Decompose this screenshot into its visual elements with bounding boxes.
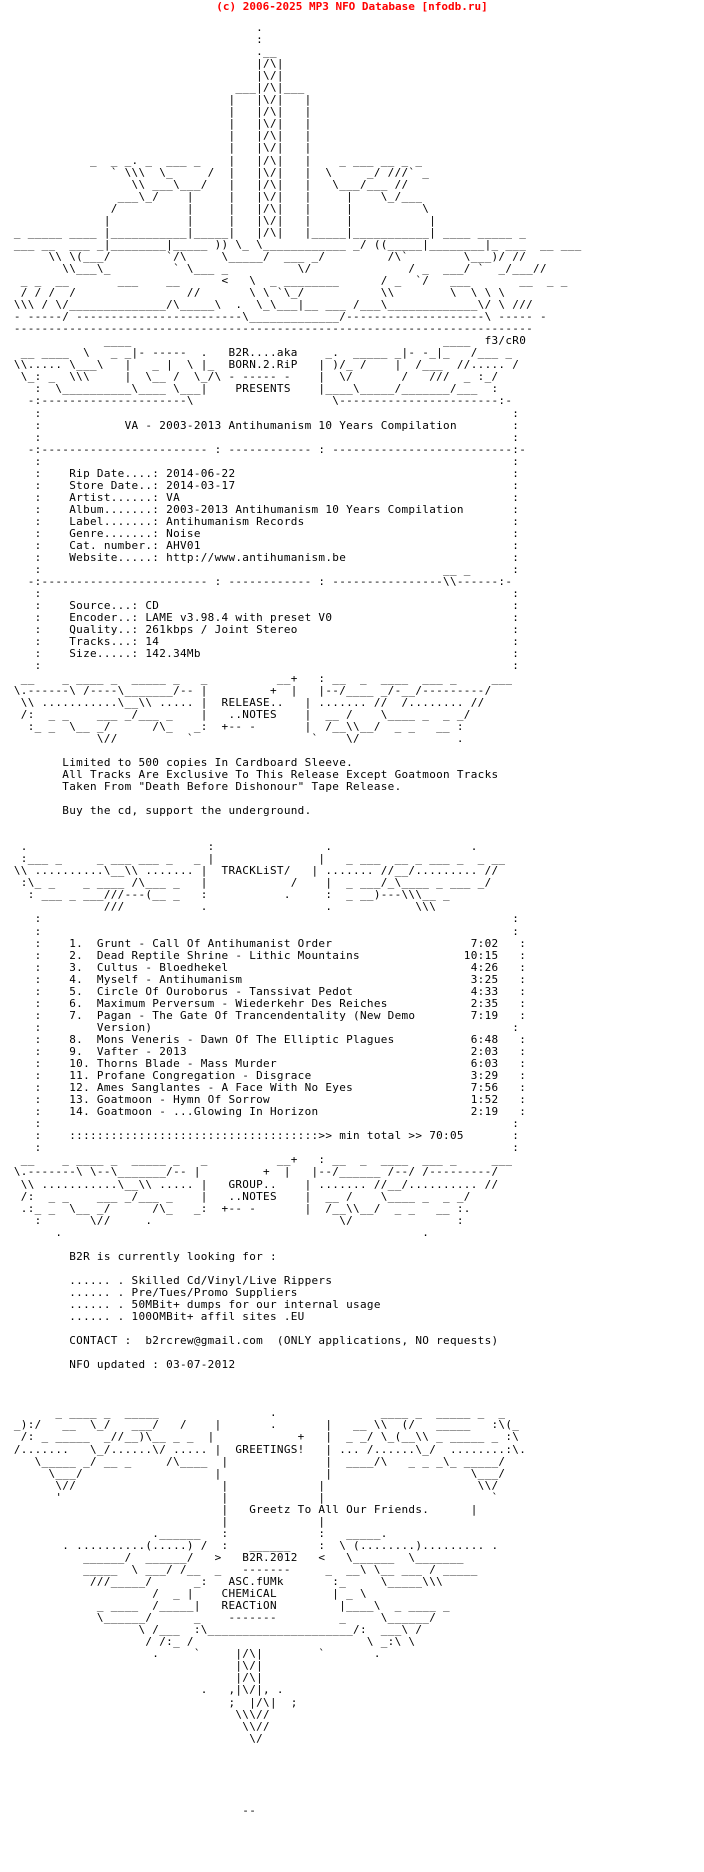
nfo-line: / _ | CHEMiCAL | _ \ bbox=[0, 1587, 367, 1601]
nfo-line: _ _ __ ___ __ < \ _ ________ / _ `/ ___ __ _ _ bbox=[0, 273, 568, 287]
nfo-line: : Album.......: 2003-2013 Antihumanism 10 Years Compilation : bbox=[0, 502, 520, 516]
nfo-line: ; |/\| ; bbox=[0, 1695, 298, 1709]
nfo-line: . ,|\/|, . bbox=[0, 1683, 284, 1697]
nfo-line: : Artist......: VA : bbox=[0, 490, 520, 504]
nfo-line: \\ ___\___/ | |/\| | \___/___ // bbox=[0, 177, 409, 191]
nfo-line: |/\| bbox=[0, 1671, 264, 1685]
nfo-line: \___/ | | \___/ bbox=[0, 1466, 506, 1480]
nfo-line: .__ bbox=[0, 45, 277, 59]
nfo-line: | |\/| | bbox=[0, 93, 312, 107]
nfo-line: : ::::::::::::::::::::::::::::::::::::>> min total >> 70:05 : bbox=[0, 1129, 520, 1143]
nfo-line: __ ____ \ _ _|- ----- . B2R....aka _. _____ _|- -_|_ /___ _ bbox=[0, 346, 513, 360]
nfo-line: | | bbox=[0, 1514, 326, 1528]
nfo-line: : 9. Vafter - 2013 2:03 : bbox=[0, 1044, 527, 1058]
nfo-line: \_____ _/ __ _ /\____ | | ____/\ _ _ _\_ _____/ bbox=[0, 1454, 506, 1468]
nfo-line: .______ : : _____. bbox=[0, 1526, 388, 1540]
nfo-line: \_: _ \\\ | \__ / \_/\ - ----- - | \/ / /// _ :_/ bbox=[0, 370, 499, 384]
nfo-line: -:------------------------ : ------------ : ----------------\\------:- bbox=[0, 575, 513, 589]
nfo-line: : VA - 2003-2013 Antihumanism 10 Years Compilation : bbox=[0, 418, 520, 432]
nfo-line: | | | |\/| | | | bbox=[0, 213, 437, 227]
nfo-line: : Label.......: Antihumanism Records : bbox=[0, 514, 520, 528]
nfo-line: Limited to 500 copies In Cardboard Sleeve. bbox=[0, 755, 354, 769]
nfo-line: : : bbox=[0, 1117, 520, 1131]
nfo-line: : : bbox=[0, 587, 520, 601]
nfo-line: _____ \ ___/ /__ _ ------- _ __\ \__ ___ / _____ bbox=[0, 1563, 478, 1576]
nfo-line: \\// bbox=[0, 1719, 270, 1733]
nfo-line: |\/| bbox=[0, 1659, 264, 1673]
nfo-line: --------------------------------------------------------------------------- bbox=[0, 322, 534, 336]
nfo-line: Buy the cd, support the underground. bbox=[0, 804, 312, 818]
nfo-line: : 2. Dead Reptile Shrine - Lithic Mountains 10:15 : bbox=[0, 948, 527, 962]
nfo-line: : : bbox=[0, 406, 520, 420]
nfo-line: : Source...: CD : bbox=[0, 599, 520, 613]
nfo-line: : : bbox=[0, 912, 520, 926]
nfo-line: : 3. Cultus - Bloedhekel 4:26 : bbox=[0, 960, 527, 974]
nfo-line: :___ _ _ ___ ___ _ _ | | _ ___ __ _ ___ _ _ __ bbox=[0, 852, 506, 866]
nfo-line: \\ ...........\__\\ ..... | GROUP.. | ....... //__/.......... // bbox=[0, 1177, 499, 1191]
nfo-line: All Tracks Are Exclusive To This Release Except Goatmoon Tracks bbox=[0, 767, 499, 781]
nfo-line: : __ _ : bbox=[0, 563, 520, 577]
nfo-line: ///_____/ _: ASC.fUMk :_ \_____\\\ bbox=[0, 1575, 444, 1589]
nfo-line: _):/ __ \_/ ___/ / | . | __ \\ (/ _____ :\(_ bbox=[0, 1418, 520, 1432]
nfo-line: \ /___ :\_____________________/: ___\ / bbox=[0, 1623, 423, 1637]
nfo-line: : Tracks...: 14 : bbox=[0, 635, 520, 649]
nfo-line: : Encoder..: LAME v3.98.4 with preset V0 : bbox=[0, 611, 520, 625]
nfo-line: : 13. Goatmoon - Hymn Of Sorrow 1:52 : bbox=[0, 1093, 527, 1107]
nfo-line: \\ \(___/ `/\ \_____/ ___ _/ /\` \___)/ // bbox=[0, 249, 527, 263]
nfo-line: : 6. Maximum Perversum - Wiederkehr Des Reiches 2:35 : bbox=[0, 996, 527, 1010]
nfo-line: | Greetz To All Our Friends. | bbox=[0, 1502, 478, 1516]
nfo-line: -:------------------------ : ------------ : --------------------------:- bbox=[0, 442, 527, 456]
nfo-line: /: _ _ ___ _/___ _ | ..NOTES | __ / \____ _ _ _/ bbox=[0, 1189, 471, 1203]
nfo-line: : \// . \/ : bbox=[0, 1213, 464, 1227]
nfo-line: ...... . Skilled Cd/Vinyl/Live Rippers bbox=[0, 1273, 333, 1287]
nfo-line: \\..... \___\ | _ | \ |_ BORN.2.RiP | )/_ / | /___ //..... / bbox=[0, 358, 520, 372]
nfo-line: : \__________\____ \___| PRESENTS |____\_____/_______/___ : bbox=[0, 382, 499, 396]
nfo-line: \.-------\ \--\_______/-- | + | |--/______ /--/ /---------/ bbox=[0, 1165, 499, 1179]
nfo-line: _ _ _. _ ___ _ | |/\| | _ ___ __ _ _ bbox=[0, 153, 423, 167]
nfo-line: : bbox=[0, 33, 264, 47]
nfo-line: \______/ _ ------- _ \______/ bbox=[0, 1611, 437, 1625]
nfo-line: \\\// bbox=[0, 1707, 270, 1721]
nfo-line: __ _ ____ _ _____ _ _ __+ : __ _ ____ ___ _ ___ bbox=[0, 1153, 513, 1167]
nfo-line: : Genre.......: Noise : bbox=[0, 526, 520, 540]
nfo-line: |\/| bbox=[0, 69, 284, 83]
nfo-line: \.------\ /----\_______/-- | + | |--/____ _/-__/---------/ bbox=[0, 683, 492, 697]
nfo-line: ___ __ ___ _|________|_____ )) \_ \____________ _/ ((_____|________|_ ___ __ ___ bbox=[0, 237, 582, 251]
nfo-line: : 10. Thorns Blade - Mass Murder 6:03 : bbox=[0, 1057, 527, 1071]
nfo-line: \\\ / \/______________/\_____\ . \_\___|__ ___ /___\_____________\/ \ /// bbox=[0, 298, 534, 312]
nfo-line: | |\/| | bbox=[0, 141, 312, 155]
nfo-line: \\ ...........\__\\ ..... | RELEASE.. | ....... // /........ // bbox=[0, 695, 485, 709]
nfo-line: : 12. Ames Sanglantes - A Face With No Eyes 7:56 : bbox=[0, 1081, 527, 1095]
nfo-line: : 5. Circle Of Ouroborus - Tanssivat Pedot 4:33 : bbox=[0, 984, 527, 998]
nfo-line: : Store Date..: 2014-03-17 : bbox=[0, 478, 520, 492]
nfo-line: : 1. Grunt - Call Of Antihumanist Order 7:02 : bbox=[0, 936, 527, 950]
nfo-line: \\___\_ ` \___ _ \/ / _ ___/ ` _/___// bbox=[0, 261, 547, 275]
nfo-line: : Cat. number.: AHV01 : bbox=[0, 539, 520, 553]
nfo-line: : Rip Date....: 2014-06-22 : bbox=[0, 466, 520, 480]
nfo-line: | |\/| | bbox=[0, 117, 312, 131]
nfo-line: /: _ _ ___ _/___ _ | ..NOTES | __ / \____ _ _ _/ bbox=[0, 707, 471, 721]
nfo-line: . ..........(.....) / : ______ : \ (........)......... . bbox=[0, 1538, 499, 1552]
nfo-line: Taken From "Death Before Dishonour" Tape Release. bbox=[0, 779, 402, 793]
nfo-line: : 11. Profane Congregation - Disgrace 3:29 : bbox=[0, 1069, 527, 1083]
nfo-line: : : bbox=[0, 454, 520, 468]
nfo-line: :\_ _ _ ____ /\___ _ | / | _ ___/_\____ _ ___ _/ bbox=[0, 876, 492, 890]
nfo-line: \// | | \\/ bbox=[0, 1478, 499, 1492]
nfo-line: : ___ _ ___///---(__ _ : . : _ __)---\\\__ _ bbox=[0, 888, 450, 902]
nfo-line: :_ _ \__ _/ /\_ _: +-- - | /__\\__/ _ _ __ : bbox=[0, 719, 464, 733]
nfo-line: : 14. Goatmoon - ...Glowing In Horizon 2:19 : bbox=[0, 1105, 527, 1119]
nfo-line: : Website.....: http://www.antihumanism.be : bbox=[0, 551, 520, 565]
nfo-line: : Version) : bbox=[0, 1020, 520, 1034]
nfo-line: : : bbox=[0, 430, 520, 444]
nfo-line: .:_ _ \__ _/ /\_ _: +-- - | /__\\__/ _ _ __ :. bbox=[0, 1201, 471, 1215]
nfo-line: ...... . Pre/Tues/Promo Suppliers bbox=[0, 1285, 298, 1299]
nfo-line: / / / / // \ \ `\_/ \\ \ \ \ \ bbox=[0, 286, 506, 300]
site-header: (c) 2006-2025 MP3 NFO Database [nfodb.ru] bbox=[216, 0, 488, 13]
nfo-line: : 4. Myself - Antihumanism 3:25 : bbox=[0, 972, 527, 986]
nfo-line: B2R is currently looking for : bbox=[0, 1249, 277, 1263]
nfo-line: /....... \_/......\/ ..... | GREETINGS! | ... /......\_/ ........:\. bbox=[0, 1442, 527, 1456]
nfo-line: | |/\| | bbox=[0, 105, 312, 119]
nfo-line: -- bbox=[0, 1803, 257, 1817]
nfo-line: / | | |/\| | | \ bbox=[0, 201, 430, 215]
nfo-line: : Quality..: 261kbps / Joint Stereo : bbox=[0, 623, 520, 637]
nfo-line: ___|/\|___ bbox=[0, 81, 305, 95]
nfo-line: ______/ ______/ > B2R.2012 < \______ \_______ bbox=[0, 1550, 464, 1564]
nfo-ascii-document bbox=[0, 22, 704, 1817]
nfo-line: - -----/ ------------------------\_____________/--------------------\ ----- - bbox=[0, 310, 547, 324]
nfo-line: /// . . \\\ bbox=[0, 900, 437, 914]
nfo-line: |/\| bbox=[0, 57, 284, 71]
nfo-line: : : bbox=[0, 659, 520, 673]
nfo-line: ' | | ` bbox=[0, 1490, 499, 1504]
nfo-line: : : bbox=[0, 1141, 520, 1155]
nfo-line: \/ bbox=[0, 1731, 264, 1745]
nfo-line: . ` |/\| ` . bbox=[0, 1647, 381, 1661]
nfo-line: ___\_/ | | |\/| | | \_/___ bbox=[0, 189, 423, 203]
nfo-line: _ ____ _ _____ . ____ _ _____ _ _ bbox=[0, 1406, 506, 1420]
nfo-line: | |/\| | bbox=[0, 129, 312, 143]
nfo-line: . : . . bbox=[0, 840, 478, 854]
nfo-line: . bbox=[0, 21, 264, 34]
nfo-line: ...... . 50MBit+ dumps for our internal usage bbox=[0, 1297, 381, 1311]
nfo-line: __ _ ____ _ _____ _ _ __+ : __ _ ____ ___ _ ___ bbox=[0, 671, 513, 685]
nfo-line: /: _ _____ _//__)\__ _ _ | + | _ _/ \_(__\\ _ _____ _ :\ bbox=[0, 1430, 520, 1444]
nfo-line: ____ ____ f3/cR0 bbox=[0, 334, 527, 348]
nfo-line: -:---------------------\ \-----------------------:- bbox=[0, 394, 513, 408]
nfo-line: NFO updated : 03-07-2012 bbox=[0, 1358, 236, 1372]
nfo-line: ` \\\ \_ / | |\/| | \ _/ ///` _ bbox=[0, 165, 430, 179]
nfo-line: : 7. Pagan - The Gate Of Trancendentality (New Demo 7:19 : bbox=[0, 1008, 527, 1022]
nfo-line: : 8. Mons Veneris - Dawn Of The Elliptic Plagues 6:48 : bbox=[0, 1032, 527, 1046]
nfo-line: \\ ..........\__\\ ....... | TRACKLiST/ | ....... //__/......... // bbox=[0, 864, 499, 878]
nfo-line: / /:_ / \ _:\ \ bbox=[0, 1635, 416, 1649]
nfo-line: : Size.....: 142.34Mb : bbox=[0, 647, 520, 661]
nfo-line: ...... . 100OMBit+ affil sites .EU bbox=[0, 1310, 305, 1324]
nfo-line: _ ____ /_____| REACTiON |____\ _ ____ _ bbox=[0, 1599, 450, 1613]
nfo-line: _ _____ ____ |___________|_____| |/\| |_____|___________| ____ _____ _ bbox=[0, 225, 527, 239]
nfo-line: . . bbox=[0, 1225, 430, 1239]
nfo-line: CONTACT : b2rcrew@gmail.com (ONLY applications, NO requests) bbox=[0, 1334, 499, 1348]
nfo-line: : : bbox=[0, 924, 520, 938]
nfo-line: \// ` ` \/ . bbox=[0, 731, 464, 745]
